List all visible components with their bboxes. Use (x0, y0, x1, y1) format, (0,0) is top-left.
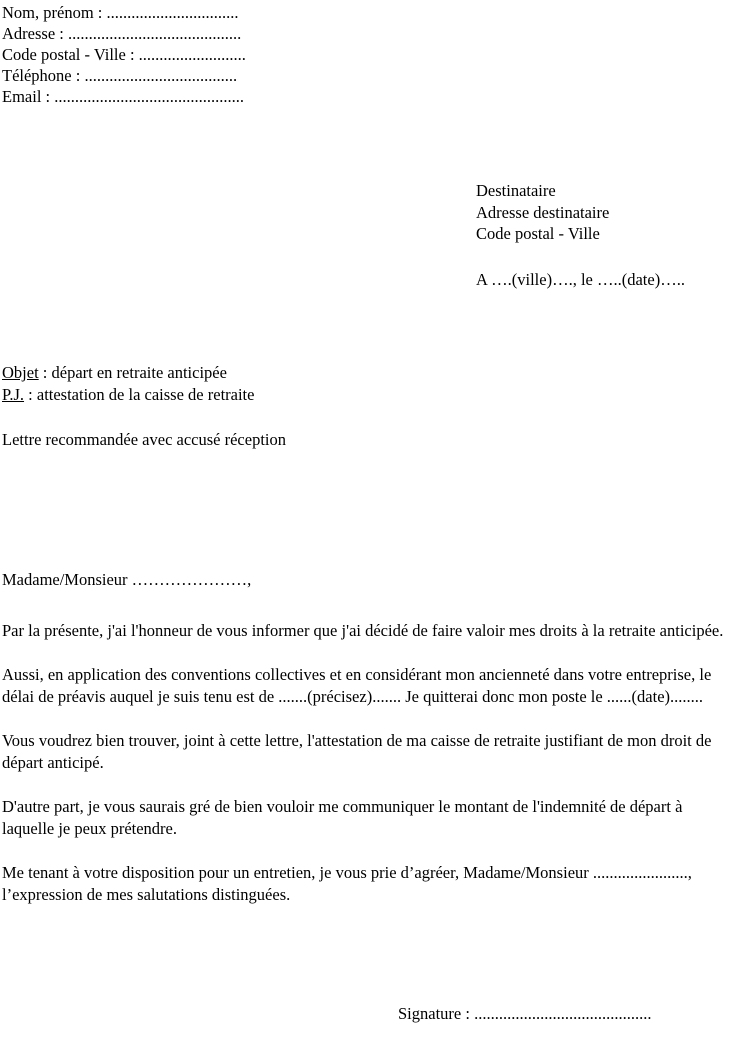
attachment-text: : attestation de la caisse de retraite (24, 384, 255, 404)
letter-body (2, 620, 736, 928)
body-paragraph-3: Vous voudrez bien trouver, joint à cette lettre, l'attestation de ma caisse de retraite justifiant de mon droit de départ anticipé. (2, 731, 712, 772)
recipient-address-line: Adresse destinataire (476, 202, 610, 222)
subject-block (2, 362, 602, 405)
attachment-line (2, 384, 602, 406)
signature-line: Signature : ........................................... (398, 1004, 652, 1023)
sender-postal-city-line: Code postal - Ville : .......................... (2, 45, 246, 64)
recipient-postal-city-line: Code postal - Ville (476, 224, 600, 243)
sender-email-line: Email : .............................................. (2, 87, 244, 106)
body-paragraph-5: Me tenant à votre disposition pour un entretien, je vous prie d’agréer, Madame/Monsieur ......................., l’expression de mes salutations distinguées. (2, 863, 692, 904)
body-paragraph-1: Par la présente, j'ai l'honneur de vous informer que j'ai décidé de faire valoir mes droits à la retraite anticipée. (2, 621, 724, 640)
place-and-date: A ….(ville)…., le …..(date)….. (476, 270, 685, 289)
attachment-label: P.J. (2, 384, 25, 404)
sender-name-line: Nom, prénom : ................................ (2, 3, 239, 22)
sender-address-line: Adresse : .......................................... (2, 24, 242, 43)
object-text: : départ en retraite anticipée (38, 363, 227, 382)
sender-phone-line: Téléphone : ..................................... (2, 66, 238, 85)
object-line (2, 362, 602, 384)
registered-mail-note: Lettre recommandée avec accusé réception (2, 430, 286, 449)
salutation-line: Madame/Monsieur …………………, (2, 570, 252, 589)
object-label: Objet (2, 363, 39, 382)
recipient-address-block (476, 180, 736, 245)
body-paragraph-2: Aussi, en application des conventions collectives et en considérant mon ancienneté dans votre entreprise, le délai de préavis auquel je suis tenu est de .......(précisez)....... Je quitterai donc mon poste le ......(date)........ (2, 665, 712, 706)
recipient-name-line: Destinataire (476, 181, 556, 200)
sender-address-block (2, 2, 482, 107)
body-paragraph-4: D'autre part, je vous saurais gré de bien vouloir me communiquer le montant de l'indemnité de départ à laquelle je peux prétendre. (2, 797, 683, 838)
